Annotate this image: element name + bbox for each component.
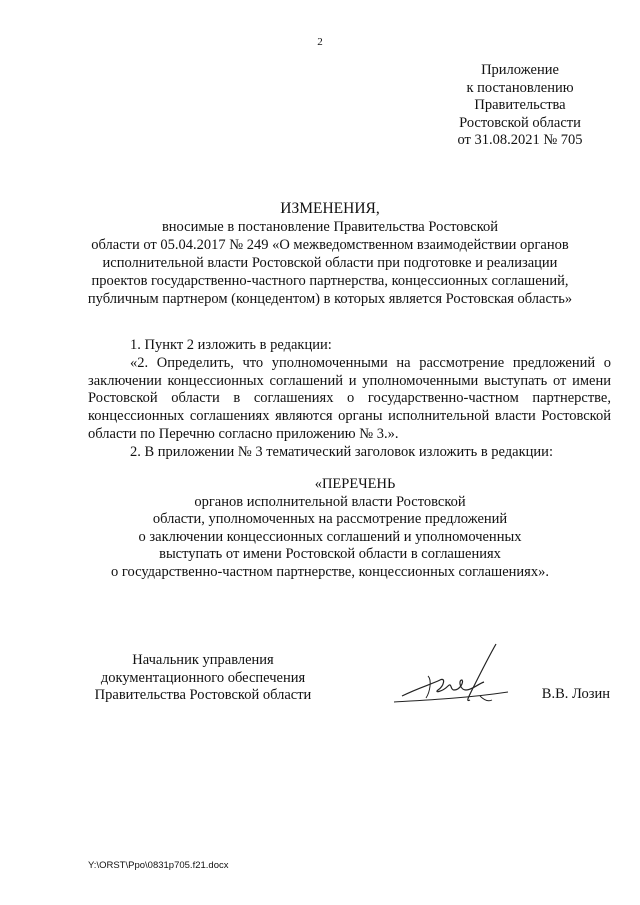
paragraph-1: 1. Пункт 2 изложить в редакции:: [130, 337, 332, 353]
list-title-line: области, уполномоченных на рассмотрение предложений: [152, 511, 508, 527]
paragraph-quote: «2. Определить, что уполномоченными на рассмотрение предложений о заключении концессионных соглашений и уполномоченными выступать от имени Ростовской области в соглашениях о государственно-частном партнерстве, концессионных соглашениях являются органы исполнительной власти Ростовской области по Перечню согласно приложению № 3.».: [88, 354, 611, 442]
appendix-line: от 31.08.2021 № 705: [457, 132, 583, 148]
position-line: Правительства Ростовской области: [94, 687, 312, 703]
list-title-line: о заключении концессионных соглашений и уполномоченных: [138, 528, 522, 545]
subtitle-line: публичным партнером (концедентом) в которых является Ростовская область»: [87, 291, 573, 307]
appendix-line: Приложение: [481, 62, 559, 78]
subtitle-line: вносимые в постановление Правительства Ростовской: [161, 219, 499, 235]
position-line: Начальник управления: [132, 652, 274, 668]
footer-file-path: Y:\ORST\Ppo\0831p705.f21.docx: [88, 860, 229, 871]
position-line: документационного обеспечения: [100, 669, 306, 686]
subtitle-line: исполнительной власти Ростовской области при подготовке и реализации: [102, 255, 558, 271]
signatory-position: [88, 652, 318, 705]
appendix-block: [420, 62, 620, 150]
list-title-line: выступать от имени Ростовской области в соглашениях: [159, 546, 501, 562]
appendix-line: к постановлению: [466, 79, 574, 96]
document-title: ИЗМЕНЕНИЯ,: [280, 200, 380, 217]
page-number: 2: [317, 36, 323, 48]
list-title-line: органов исполнительной власти Ростовской: [194, 493, 466, 510]
list-title-block: [60, 476, 600, 581]
document-subtitle: [60, 218, 600, 308]
list-title-line: о государственно-частном партнерстве, концессионных соглашениях».: [111, 563, 549, 580]
signatory-name: В.В. Лозин: [541, 686, 610, 702]
handwritten-signature: [388, 640, 518, 712]
appendix-line: Правительства: [474, 97, 566, 113]
subtitle-line: проектов государственно-частного партнерства, концессионных соглашений,: [91, 273, 569, 289]
paragraph-2: 2. В приложении № 3 тематический заголовок изложить в редакции:: [130, 443, 553, 460]
list-title-heading: «ПЕРЕЧЕНЬ: [314, 476, 396, 492]
body-text: [88, 337, 611, 462]
appendix-line: Ростовской области: [459, 114, 581, 131]
subtitle-line: области от 05.04.2017 № 249 «О межведомственном взаимодействии органов: [91, 237, 569, 253]
